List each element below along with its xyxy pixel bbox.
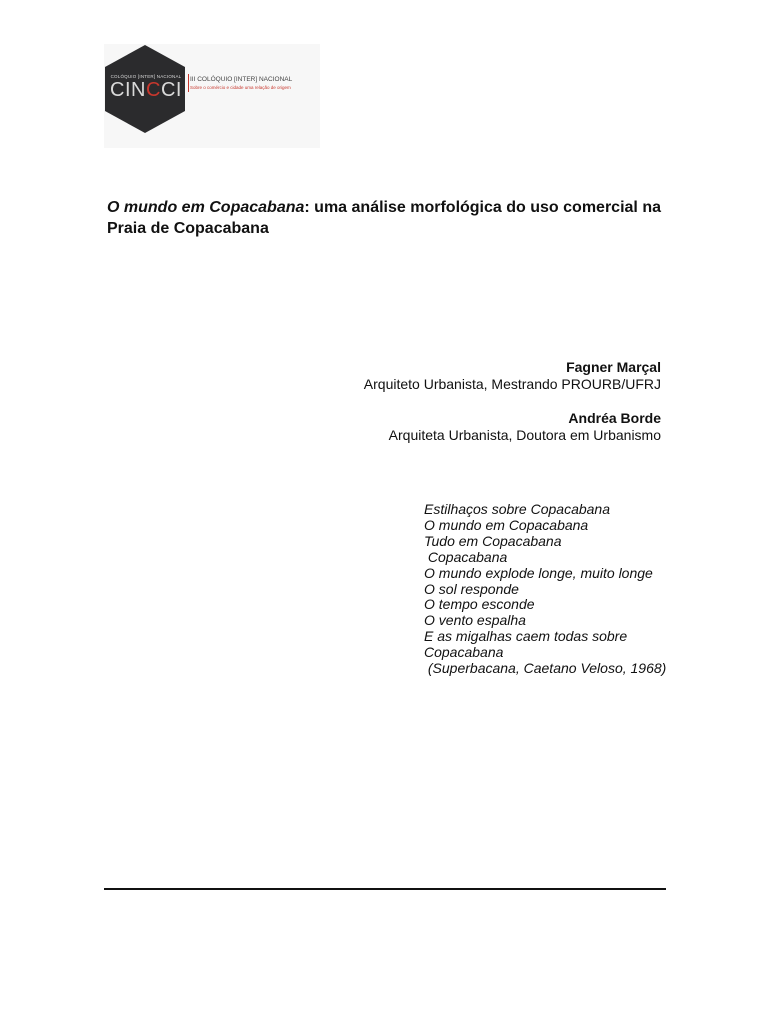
epigraph-line: Copacabana — [424, 548, 508, 565]
epigraph-line: O mundo em Copacabana — [424, 516, 589, 533]
paper-title — [107, 197, 661, 239]
epigraph-line: O tempo esconde — [424, 596, 535, 613]
conference-logo — [104, 44, 320, 148]
epigraph-line: Estilhaços sobre Copacabana — [424, 501, 611, 517]
epigraph-citation: (Superbacana, Caetano Veloso, 1968) — [424, 660, 667, 677]
author-name: Fagner Marçal — [566, 359, 661, 375]
logo-title: III COLÓQUIO [INTER] NACIONAL — [190, 76, 293, 83]
author-list — [241, 359, 661, 461]
epigraph-line: Tudo em Copacabana — [424, 532, 562, 549]
author-entry — [241, 359, 661, 393]
author-affiliation: Arquiteta Urbanista, Doutora em Urbanismo — [388, 427, 661, 443]
author-affiliation: Arquiteto Urbanista, Mestrando PROURB/UFRJ — [363, 376, 661, 392]
epigraph-line: O mundo explode longe, muito longe — [424, 564, 653, 581]
author-entry — [241, 410, 661, 444]
logo-wordmark: CINCCI — [110, 79, 182, 101]
epigraph-line: O sol responde — [424, 580, 519, 597]
epigraph-line: Copacabana — [424, 644, 504, 661]
epigraph-line: O vento espalha — [424, 612, 526, 629]
epigraph — [424, 502, 684, 677]
author-name: Andréa Borde — [568, 410, 661, 426]
logo-small-text: COLÓQUIO [INTER] NACIONAL — [110, 74, 182, 79]
logo-subtitle: Sobre o comércio e cidade uma relação de origem — [190, 85, 291, 90]
paper-title-italic: O mundo em Copacabana — [107, 199, 305, 216]
paper-title-rest: : uma análise morfológica do uso comercial na Praia de Copacabana — [107, 199, 661, 237]
epigraph-line: E as migalhas caem todas sobre — [424, 628, 628, 645]
logo-separator — [188, 74, 189, 92]
footer-divider — [104, 888, 666, 890]
